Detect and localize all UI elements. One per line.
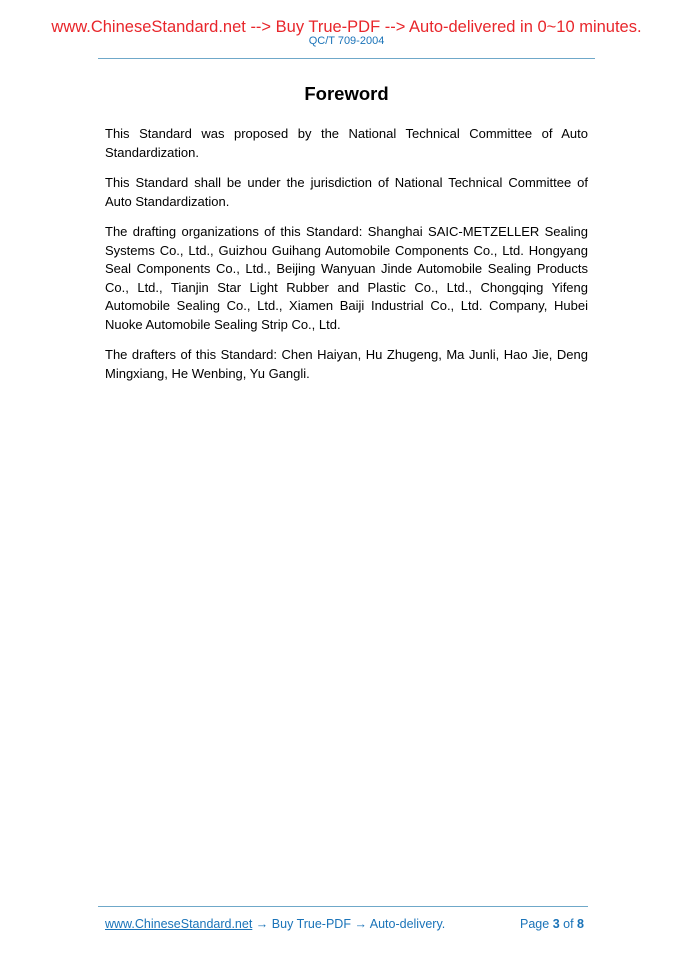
- page-total: 8: [577, 917, 584, 931]
- website-link[interactable]: www.ChineseStandard.net: [105, 917, 253, 931]
- paragraph-proposed-by: This Standard was proposed by the National Technical Committee of Auto Standardization.: [105, 126, 588, 160]
- paragraph-jurisdiction: This Standard shall be under the jurisdiction of National Technical Committee of Auto Standardization.: [105, 175, 588, 209]
- page-of: of: [563, 917, 574, 931]
- page-indicator: [520, 916, 584, 932]
- page-title: Foreword: [304, 83, 389, 104]
- header-divider: [98, 58, 595, 59]
- arrow-right-icon: →: [255, 917, 269, 931]
- standard-code: QC/T 709-2004: [308, 35, 385, 47]
- promo-banner[interactable]: www.ChineseStandard.net --> Buy True-PDF --> Auto-delivered in 0~10 minutes.: [51, 18, 642, 36]
- paragraph-drafting-organizations: The drafting organizations of this Standard: Shanghai SAIC-METZELLER Sealing Systems Co., Ltd., Guizhou Guihang Automobile Components Co., Ltd. Hongyang Seal Components Co., Ltd., Beijing Wanyuan Jinde Automobile Sealing Products Co., Ltd., Tianjin Star Light Rubber and Plastic Co., Ltd., Chongqing Yifeng Automobile Sealing Co., Ltd., Xiamen Baiji Industrial Co., Ltd. Company, Hubei Nuoke Automobile Sealing Strip Co., Ltd.: [105, 224, 588, 332]
- paragraph-drafters: The drafters of this Standard: Chen Haiyan, Hu Zhugeng, Ma Junli, Hao Jie, Deng Mingxiang, He Wenbing, Yu Gangli.: [105, 347, 588, 381]
- page-current: 3: [552, 917, 560, 931]
- page-label: Page: [520, 917, 550, 931]
- arrow-right-icon: →: [354, 917, 367, 931]
- auto-delivery-text: Auto-delivery.: [369, 917, 446, 931]
- buy-pdf-text: Buy True-PDF: [271, 917, 351, 931]
- document-body: [105, 125, 588, 395]
- footer-links: [105, 916, 445, 932]
- footer-divider: [98, 906, 588, 907]
